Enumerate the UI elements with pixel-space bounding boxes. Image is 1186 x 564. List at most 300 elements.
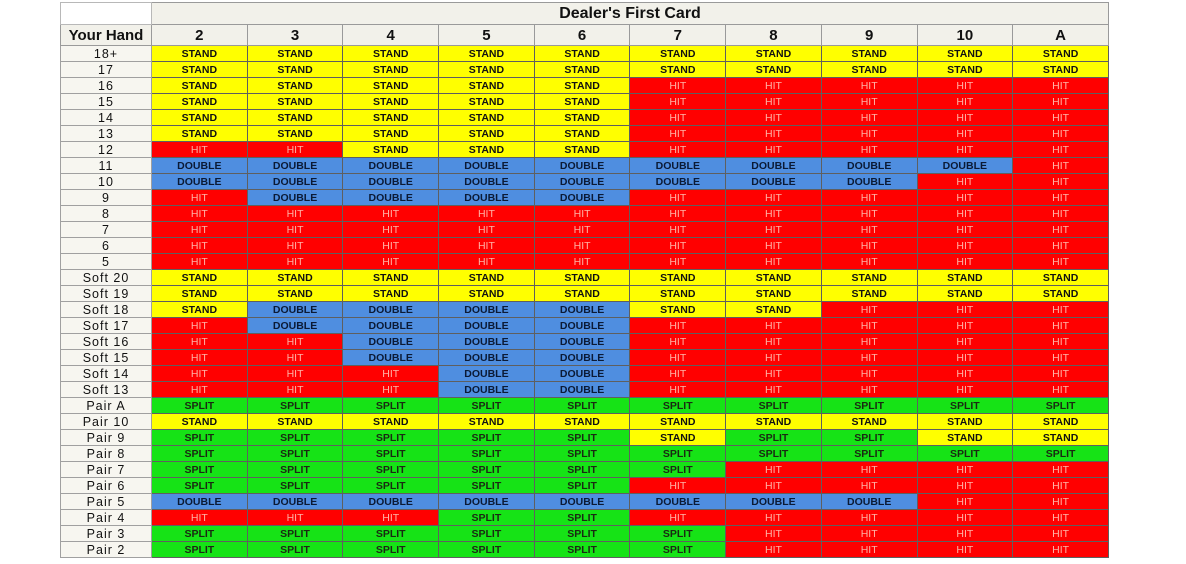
action-cell: HIT (821, 94, 917, 110)
action-cell: HIT (1013, 302, 1109, 318)
action-cell: STAND (152, 302, 248, 318)
action-cell: DOUBLE (821, 158, 917, 174)
hand-label: Pair 2 (61, 542, 152, 558)
hand-row (61, 510, 1109, 526)
action-cell: HIT (630, 478, 726, 494)
action-cell: HIT (630, 350, 726, 366)
action-cell: HIT (917, 142, 1013, 158)
action-cell: HIT (821, 78, 917, 94)
action-cell: HIT (821, 334, 917, 350)
action-cell: HIT (821, 526, 917, 542)
action-cell: STAND (343, 270, 439, 286)
action-cell: STAND (1013, 286, 1109, 302)
hand-row (61, 398, 1109, 414)
action-cell: SPLIT (247, 430, 343, 446)
action-cell: DOUBLE (630, 158, 726, 174)
action-cell: HIT (247, 142, 343, 158)
action-cell: STAND (439, 270, 535, 286)
hand-row (61, 382, 1109, 398)
hand-row (61, 414, 1109, 430)
action-cell: SPLIT (247, 542, 343, 558)
action-cell: STAND (917, 62, 1013, 78)
action-cell: STAND (247, 286, 343, 302)
action-cell: SPLIT (343, 430, 439, 446)
action-cell: DOUBLE (726, 158, 822, 174)
action-cell: DOUBLE (343, 302, 439, 318)
action-cell: SPLIT (534, 478, 630, 494)
action-cell: DOUBLE (343, 494, 439, 510)
dealer-card-header: 6 (534, 25, 630, 46)
action-cell: HIT (630, 382, 726, 398)
action-cell: HIT (726, 478, 822, 494)
action-cell: HIT (1013, 158, 1109, 174)
action-cell: SPLIT (439, 462, 535, 478)
action-cell: HIT (726, 350, 822, 366)
dealer-card-header: 8 (726, 25, 822, 46)
hand-label: 7 (61, 222, 152, 238)
action-cell: HIT (630, 142, 726, 158)
action-cell: SPLIT (534, 462, 630, 478)
hand-label: Pair 8 (61, 446, 152, 462)
action-cell: DOUBLE (439, 494, 535, 510)
hand-row (61, 158, 1109, 174)
action-cell: HIT (726, 366, 822, 382)
action-cell: HIT (821, 126, 917, 142)
action-cell: HIT (917, 238, 1013, 254)
action-cell: HIT (343, 382, 439, 398)
action-cell: HIT (917, 78, 1013, 94)
action-cell: SPLIT (726, 430, 822, 446)
hand-row (61, 334, 1109, 350)
hand-label: Pair 6 (61, 478, 152, 494)
action-cell: STAND (343, 46, 439, 62)
action-cell: HIT (917, 542, 1013, 558)
hand-row (61, 494, 1109, 510)
hand-label: 17 (61, 62, 152, 78)
action-cell: STAND (534, 286, 630, 302)
hand-row (61, 478, 1109, 494)
action-cell: STAND (917, 414, 1013, 430)
action-cell: DOUBLE (821, 174, 917, 190)
action-cell: STAND (439, 286, 535, 302)
action-cell: HIT (821, 478, 917, 494)
action-cell: STAND (726, 46, 822, 62)
action-cell: HIT (152, 318, 248, 334)
your-hand-header: Your Hand (61, 25, 152, 46)
hand-label: 14 (61, 110, 152, 126)
action-cell: HIT (1013, 94, 1109, 110)
action-cell: HIT (917, 510, 1013, 526)
action-cell: STAND (630, 62, 726, 78)
action-cell: DOUBLE (534, 350, 630, 366)
action-cell: HIT (1013, 126, 1109, 142)
hand-label: Pair 3 (61, 526, 152, 542)
action-cell: HIT (917, 526, 1013, 542)
title-row (61, 3, 1109, 25)
action-cell: DOUBLE (534, 174, 630, 190)
action-cell: STAND (534, 94, 630, 110)
hand-label: Soft 18 (61, 302, 152, 318)
hand-label: Pair 10 (61, 414, 152, 430)
blackjack-strategy-chart (60, 2, 1108, 558)
action-cell: HIT (917, 174, 1013, 190)
action-cell: HIT (1013, 318, 1109, 334)
action-cell: HIT (630, 222, 726, 238)
hand-label: Soft 13 (61, 382, 152, 398)
action-cell: STAND (439, 46, 535, 62)
action-cell: HIT (726, 78, 822, 94)
action-cell: STAND (821, 286, 917, 302)
action-cell: DOUBLE (439, 382, 535, 398)
hand-label: Pair 9 (61, 430, 152, 446)
action-cell: HIT (917, 494, 1013, 510)
action-cell: DOUBLE (439, 350, 535, 366)
action-cell: STAND (821, 46, 917, 62)
action-cell: HIT (821, 318, 917, 334)
action-cell: STAND (534, 46, 630, 62)
action-cell: HIT (821, 190, 917, 206)
action-cell: HIT (152, 222, 248, 238)
hand-label: Soft 15 (61, 350, 152, 366)
action-cell: STAND (343, 126, 439, 142)
action-cell: HIT (726, 318, 822, 334)
action-cell: DOUBLE (439, 174, 535, 190)
action-cell: DOUBLE (917, 158, 1013, 174)
hand-label: 8 (61, 206, 152, 222)
action-cell: HIT (439, 222, 535, 238)
action-cell: DOUBLE (247, 158, 343, 174)
action-cell: SPLIT (439, 478, 535, 494)
action-cell: STAND (821, 62, 917, 78)
action-cell: HIT (247, 222, 343, 238)
action-cell: HIT (726, 238, 822, 254)
action-cell: SPLIT (152, 398, 248, 414)
action-cell: HIT (726, 510, 822, 526)
action-cell: HIT (247, 366, 343, 382)
column-header-row (61, 25, 1109, 46)
action-cell: STAND (534, 414, 630, 430)
action-cell: HIT (630, 366, 726, 382)
action-cell: HIT (726, 382, 822, 398)
action-cell: STAND (152, 286, 248, 302)
action-cell: HIT (343, 366, 439, 382)
action-cell: HIT (821, 382, 917, 398)
action-cell: STAND (821, 414, 917, 430)
hand-label: Soft 17 (61, 318, 152, 334)
action-cell: HIT (917, 302, 1013, 318)
action-cell: DOUBLE (439, 318, 535, 334)
action-cell: STAND (1013, 270, 1109, 286)
hand-row (61, 430, 1109, 446)
action-cell: DOUBLE (343, 350, 439, 366)
action-cell: HIT (534, 254, 630, 270)
action-cell: HIT (343, 238, 439, 254)
dealer-card-header: 3 (247, 25, 343, 46)
action-cell: HIT (726, 142, 822, 158)
action-cell: DOUBLE (534, 494, 630, 510)
action-cell: SPLIT (439, 430, 535, 446)
action-cell: STAND (630, 286, 726, 302)
action-cell: STAND (343, 78, 439, 94)
action-cell: STAND (534, 126, 630, 142)
action-cell: DOUBLE (343, 158, 439, 174)
action-cell: HIT (343, 206, 439, 222)
action-cell: SPLIT (534, 430, 630, 446)
hand-label: 10 (61, 174, 152, 190)
action-cell: DOUBLE (152, 174, 248, 190)
action-cell: HIT (630, 190, 726, 206)
action-cell: SPLIT (247, 446, 343, 462)
action-cell: STAND (534, 78, 630, 94)
action-cell: SPLIT (726, 446, 822, 462)
action-cell: HIT (917, 190, 1013, 206)
action-cell: HIT (1013, 254, 1109, 270)
action-cell: SPLIT (247, 526, 343, 542)
action-cell: HIT (1013, 110, 1109, 126)
action-cell: STAND (343, 286, 439, 302)
action-cell: STAND (534, 62, 630, 78)
action-cell: DOUBLE (247, 318, 343, 334)
hand-row (61, 366, 1109, 382)
hand-label: Soft 16 (61, 334, 152, 350)
action-cell: HIT (821, 254, 917, 270)
dealer-card-header: 10 (917, 25, 1013, 46)
action-cell: STAND (152, 414, 248, 430)
dealer-card-header: 9 (821, 25, 917, 46)
action-cell: HIT (917, 478, 1013, 494)
action-cell: SPLIT (439, 398, 535, 414)
action-cell: HIT (630, 206, 726, 222)
action-cell: HIT (247, 350, 343, 366)
action-cell: STAND (343, 414, 439, 430)
hand-label: 16 (61, 78, 152, 94)
action-cell: STAND (152, 110, 248, 126)
action-cell: HIT (534, 222, 630, 238)
action-cell: STAND (630, 414, 726, 430)
hand-label: 12 (61, 142, 152, 158)
action-cell: STAND (247, 110, 343, 126)
hand-row (61, 526, 1109, 542)
action-cell: HIT (439, 254, 535, 270)
action-cell: STAND (726, 270, 822, 286)
action-cell: STAND (247, 414, 343, 430)
action-cell: STAND (1013, 46, 1109, 62)
action-cell: SPLIT (1013, 398, 1109, 414)
action-cell: HIT (917, 206, 1013, 222)
hand-row (61, 318, 1109, 334)
action-cell: HIT (1013, 542, 1109, 558)
action-cell: HIT (821, 462, 917, 478)
action-cell: STAND (534, 142, 630, 158)
action-cell: HIT (152, 206, 248, 222)
action-cell: HIT (821, 350, 917, 366)
action-cell: SPLIT (247, 478, 343, 494)
action-cell: HIT (152, 510, 248, 526)
hand-row (61, 142, 1109, 158)
action-cell: HIT (1013, 462, 1109, 478)
hand-row (61, 462, 1109, 478)
action-cell: HIT (152, 334, 248, 350)
action-cell: HIT (630, 318, 726, 334)
action-cell: SPLIT (152, 430, 248, 446)
action-cell: SPLIT (630, 446, 726, 462)
action-cell: DOUBLE (534, 302, 630, 318)
action-cell: HIT (247, 206, 343, 222)
hand-label: Pair 7 (61, 462, 152, 478)
action-cell: SPLIT (917, 398, 1013, 414)
action-cell: SPLIT (821, 446, 917, 462)
hand-row (61, 446, 1109, 462)
action-cell: DOUBLE (343, 318, 439, 334)
action-cell: DOUBLE (439, 366, 535, 382)
action-cell: SPLIT (630, 462, 726, 478)
hand-row (61, 110, 1109, 126)
action-cell: STAND (726, 414, 822, 430)
action-cell: HIT (630, 94, 726, 110)
action-cell: DOUBLE (343, 190, 439, 206)
action-cell: DOUBLE (152, 158, 248, 174)
action-cell: SPLIT (439, 526, 535, 542)
action-cell: HIT (1013, 206, 1109, 222)
hand-label: Soft 19 (61, 286, 152, 302)
hand-row (61, 286, 1109, 302)
action-cell: HIT (917, 126, 1013, 142)
action-cell: SPLIT (821, 430, 917, 446)
hand-row (61, 174, 1109, 190)
action-cell: HIT (726, 190, 822, 206)
action-cell: HIT (726, 254, 822, 270)
action-cell: STAND (247, 62, 343, 78)
action-cell: STAND (152, 78, 248, 94)
action-cell: HIT (152, 238, 248, 254)
action-cell: HIT (821, 238, 917, 254)
action-cell: STAND (152, 270, 248, 286)
action-cell: STAND (247, 126, 343, 142)
dealer-card-header: 4 (343, 25, 439, 46)
action-cell: HIT (534, 206, 630, 222)
action-cell: DOUBLE (343, 174, 439, 190)
dealer-card-header: A (1013, 25, 1109, 46)
action-cell: SPLIT (439, 446, 535, 462)
dealer-card-header: 2 (152, 25, 248, 46)
action-cell: STAND (630, 46, 726, 62)
hand-row (61, 254, 1109, 270)
action-cell: SPLIT (152, 462, 248, 478)
hand-label: 13 (61, 126, 152, 142)
hand-row (61, 46, 1109, 62)
action-cell: STAND (439, 62, 535, 78)
action-cell: HIT (821, 142, 917, 158)
action-cell: DOUBLE (534, 158, 630, 174)
action-cell: DOUBLE (534, 318, 630, 334)
action-cell: SPLIT (152, 526, 248, 542)
action-cell: STAND (726, 302, 822, 318)
action-cell: HIT (152, 366, 248, 382)
action-cell: HIT (247, 510, 343, 526)
action-cell: HIT (630, 510, 726, 526)
action-cell: STAND (1013, 414, 1109, 430)
action-cell: STAND (917, 286, 1013, 302)
action-cell: DOUBLE (534, 366, 630, 382)
action-cell: STAND (343, 110, 439, 126)
action-cell: HIT (247, 382, 343, 398)
action-cell: HIT (821, 510, 917, 526)
action-cell: DOUBLE (439, 334, 535, 350)
action-cell: STAND (152, 94, 248, 110)
action-cell: SPLIT (343, 446, 439, 462)
action-cell: HIT (1013, 526, 1109, 542)
action-cell: HIT (1013, 382, 1109, 398)
action-cell: HIT (534, 238, 630, 254)
action-cell: DOUBLE (152, 494, 248, 510)
action-cell: HIT (821, 222, 917, 238)
action-cell: SPLIT (439, 510, 535, 526)
action-cell: HIT (821, 542, 917, 558)
dealer-card-header: 7 (630, 25, 726, 46)
action-cell: HIT (917, 382, 1013, 398)
hand-label: Soft 14 (61, 366, 152, 382)
action-cell: STAND (917, 270, 1013, 286)
action-cell: SPLIT (152, 542, 248, 558)
action-cell: SPLIT (343, 478, 439, 494)
action-cell: SPLIT (630, 542, 726, 558)
action-cell: STAND (917, 430, 1013, 446)
action-cell: HIT (630, 126, 726, 142)
action-cell: HIT (726, 94, 822, 110)
action-cell: HIT (1013, 478, 1109, 494)
action-cell: SPLIT (1013, 446, 1109, 462)
action-cell: SPLIT (343, 462, 439, 478)
action-cell: DOUBLE (247, 302, 343, 318)
action-cell: HIT (152, 254, 248, 270)
action-cell: STAND (439, 414, 535, 430)
action-cell: HIT (1013, 190, 1109, 206)
action-cell: STAND (917, 46, 1013, 62)
hand-label: Pair 4 (61, 510, 152, 526)
action-cell: HIT (917, 94, 1013, 110)
action-cell: HIT (1013, 78, 1109, 94)
action-cell: HIT (152, 190, 248, 206)
action-cell: DOUBLE (534, 334, 630, 350)
action-cell: HIT (630, 334, 726, 350)
action-cell: HIT (439, 206, 535, 222)
action-cell: DOUBLE (247, 174, 343, 190)
action-cell: DOUBLE (726, 494, 822, 510)
action-cell: HIT (917, 366, 1013, 382)
hand-row (61, 78, 1109, 94)
action-cell: HIT (1013, 174, 1109, 190)
action-cell: DOUBLE (439, 158, 535, 174)
action-cell: STAND (439, 142, 535, 158)
action-cell: HIT (152, 142, 248, 158)
hand-row (61, 542, 1109, 558)
action-cell: STAND (343, 62, 439, 78)
action-cell: SPLIT (630, 398, 726, 414)
action-cell: HIT (1013, 366, 1109, 382)
action-cell: DOUBLE (343, 334, 439, 350)
action-cell: SPLIT (534, 526, 630, 542)
action-cell: STAND (439, 78, 535, 94)
action-cell: HIT (1013, 510, 1109, 526)
action-cell: DOUBLE (630, 494, 726, 510)
action-cell: SPLIT (630, 526, 726, 542)
action-cell: HIT (152, 350, 248, 366)
action-cell: STAND (534, 110, 630, 126)
action-cell: SPLIT (343, 398, 439, 414)
action-cell: HIT (247, 238, 343, 254)
action-cell: STAND (439, 126, 535, 142)
action-cell: HIT (1013, 222, 1109, 238)
